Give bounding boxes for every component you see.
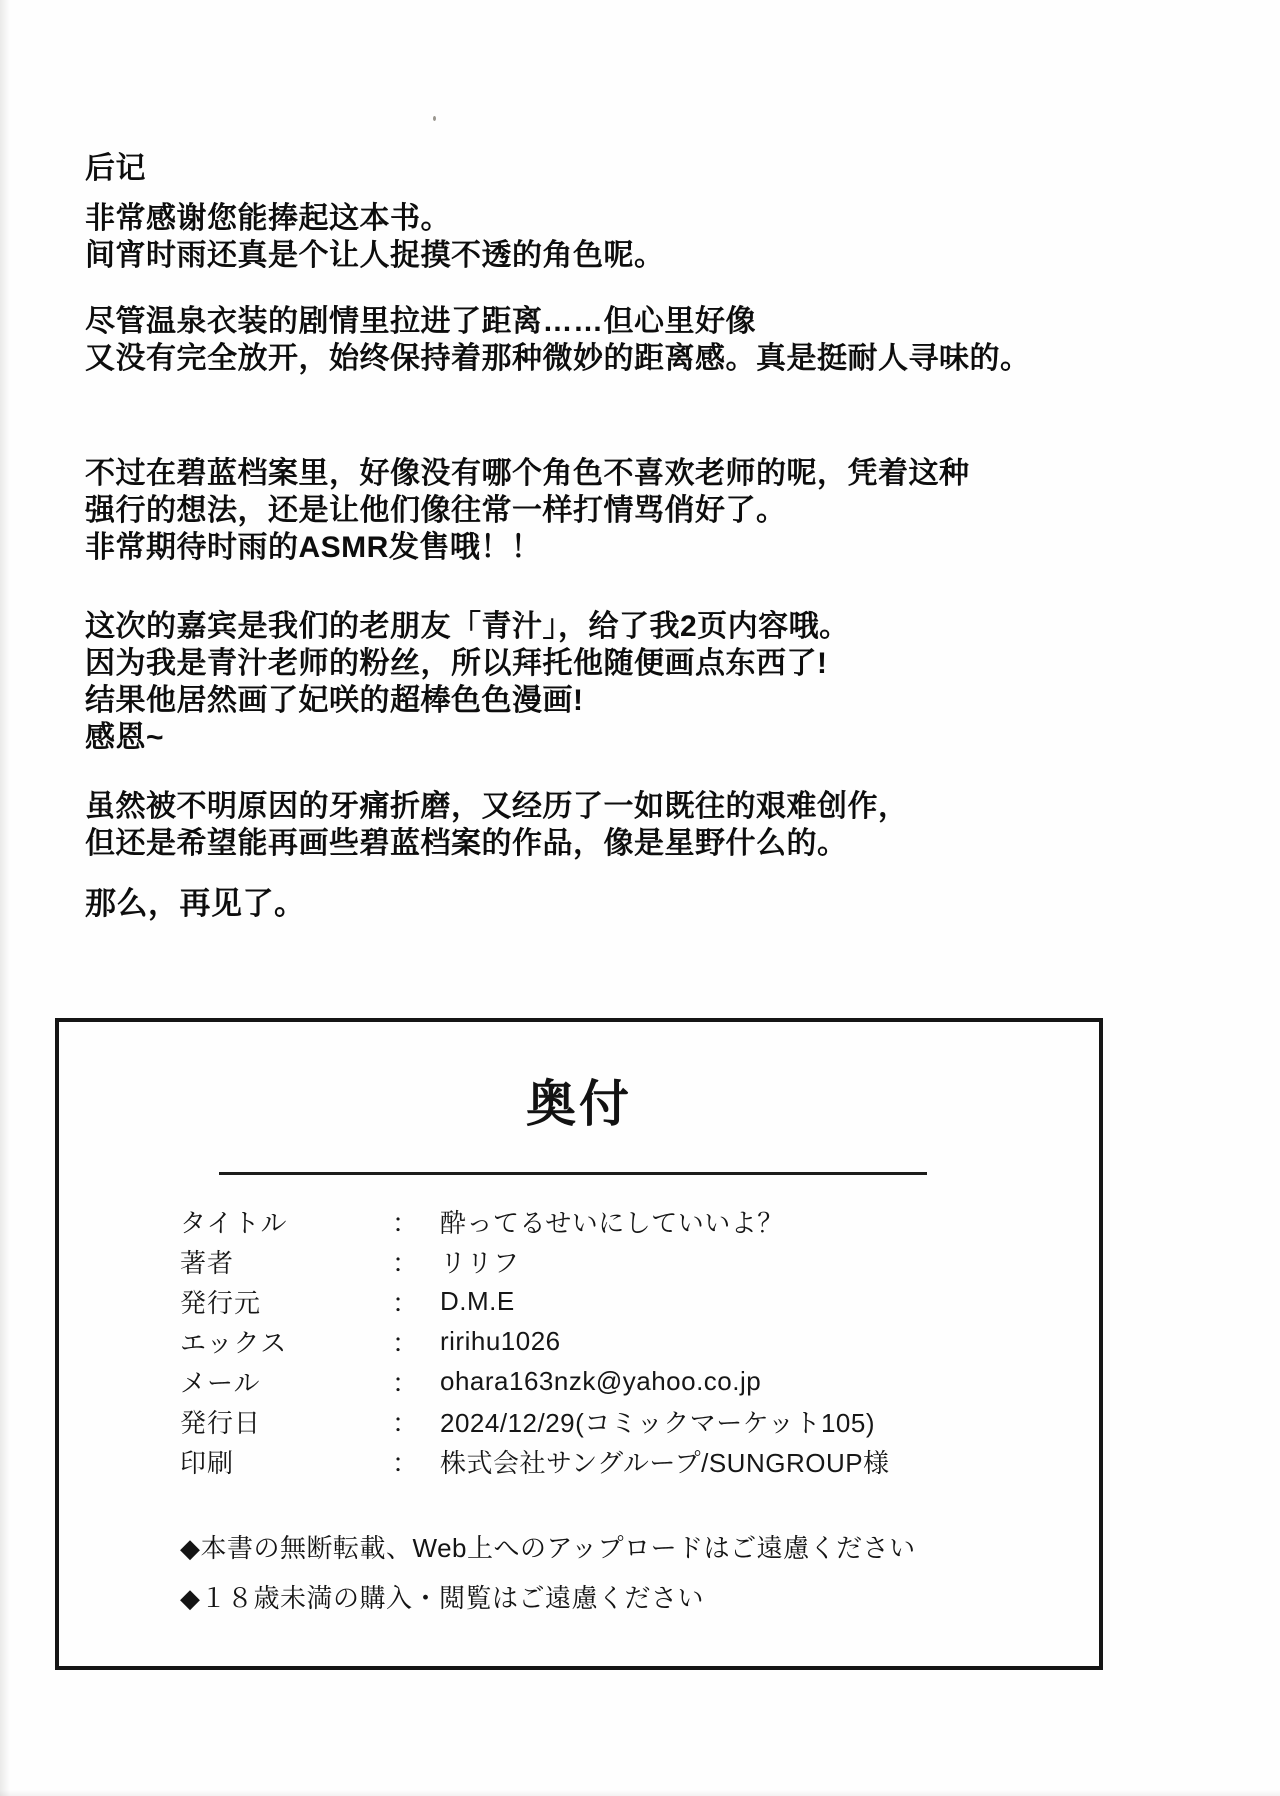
row-label: 著者 [180,1247,235,1278]
colophon-table [180,1201,1083,1481]
row-colon: ： [392,1287,419,1318]
colophon-title: 奥付 [526,1076,632,1132]
afterword-line: 又没有完全放开，始终保持着那种微妙的距离感。真是挺耐人寻味的。 [85,342,1031,375]
afterword-paragraph [85,455,970,566]
colophon-row-email [180,1361,1083,1401]
afterword-line: 不过在碧蓝档案里，好像没有哪个角色不喜欢老师的呢，凭着这种 [85,457,970,490]
afterword-paragraph [85,303,1031,377]
colophon-row-author [180,1241,1083,1281]
row-colon: ： [392,1407,419,1438]
afterword-line: 强行的想法，还是让他们像往常一样打情骂俏好了。 [85,494,787,527]
row-colon: ： [392,1207,419,1238]
afterword-line: 尽管温泉衣装的剧情里拉进了距离……但心里好像 [85,305,756,338]
colophon-row-printer [180,1441,1083,1481]
row-colon: ： [392,1367,419,1398]
scan-edge-left [0,0,10,1796]
colophon-note-age-restriction: ◆１８歳未満の購入・閲覧はご遠慮ください [180,1583,704,1613]
colophon-row-x-account [180,1321,1083,1361]
colophon-notes [180,1528,1083,1628]
row-label: 印刷 [180,1447,235,1478]
colophon-divider [219,1172,927,1175]
afterword-line: 感恩~ [85,721,165,754]
afterword-line: 非常感谢您能捧起这本书。 [85,202,451,235]
row-value: ohara163nzk@yahoo.co.jp [440,1365,762,1396]
colophon-note-no-repost: ◆本書の無断転載、Web上へのアップロードはご遠慮ください [180,1533,916,1563]
colophon-row-title [180,1201,1083,1241]
row-value: ririhu1026 [440,1325,561,1356]
afterword-line: 虽然被不明原因的牙痛折磨，又经历了一如既往的艰难创作， [85,790,909,823]
row-value: 酔ってるせいにしていいよ？ [440,1207,784,1238]
row-label: 発行元 [180,1287,262,1318]
afterword-paragraph [85,608,850,756]
afterword-paragraph [85,788,909,862]
colophon-row-publish-date [180,1401,1083,1441]
row-label: エックス [180,1327,288,1358]
afterword-line: 结果他居然画了妃咲的超棒色色漫画! [85,684,584,717]
row-colon: ： [392,1327,419,1358]
row-colon: ： [392,1447,419,1478]
row-label: 発行日 [180,1407,262,1438]
row-value: 株式会社サングループ/SUNGROUP様 [440,1447,890,1478]
row-value: 2024/12/29(コミックマーケット105) [440,1407,876,1438]
row-label: タイトル [180,1207,288,1238]
scan-dust-speck [433,116,436,121]
row-label: メール [180,1367,261,1398]
row-value: リリフ [440,1247,520,1278]
row-value: D.M.E [440,1285,515,1316]
colophon-box [55,1018,1103,1670]
scan-edge-bottom [0,1790,1280,1796]
afterword-line: 间宵时雨还真是个让人捉摸不透的角色呢。 [85,239,665,272]
row-colon: ： [392,1247,419,1278]
afterword-line: 因为我是青汁老师的粉丝，所以拜托他随便画点东西了! [85,647,828,680]
afterword-line: 非常期待时雨的ASMR发售哦！！ [85,531,542,564]
colophon-row-publisher [180,1281,1083,1321]
afterword-heading: 后记 [85,152,146,185]
afterword-paragraph [85,200,665,274]
afterword-line: 这次的嘉宾是我们的老朋友「青汁」，给了我2页内容哦。 [85,610,850,643]
afterword-closing: 那么，再见了。 [85,886,306,921]
afterword-line: 但还是希望能再画些碧蓝档案的作品，像是星野什么的。 [85,827,848,860]
